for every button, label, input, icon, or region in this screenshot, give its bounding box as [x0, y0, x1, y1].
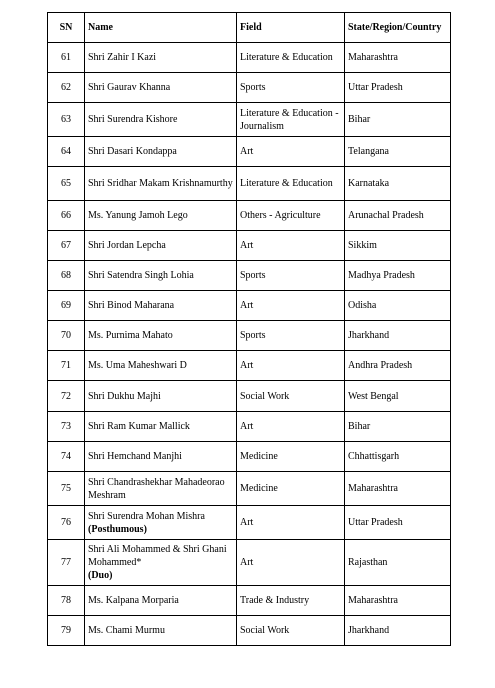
cell-sn: 79	[48, 616, 85, 646]
name-text: Ms. Purnima Mahato	[88, 330, 173, 341]
table-row	[48, 137, 451, 167]
cell-name	[85, 291, 237, 321]
cell-field: Others - Agriculture	[237, 201, 345, 231]
table-row	[48, 472, 451, 506]
name-note: (Duo)	[88, 570, 113, 581]
header-sn: SN	[48, 13, 85, 43]
cell-sn: 75	[48, 472, 85, 506]
name-text: Shri Jordan Lepcha	[88, 240, 166, 251]
table-header-row	[48, 13, 451, 43]
cell-name	[85, 167, 237, 201]
table-row	[48, 442, 451, 472]
cell-field: Medicine	[237, 472, 345, 506]
cell-name	[85, 351, 237, 381]
cell-field: Social Work	[237, 381, 345, 412]
header-name: Name	[85, 13, 237, 43]
cell-name	[85, 616, 237, 646]
cell-field: Trade & Industry	[237, 586, 345, 616]
cell-field: Literature & Education	[237, 167, 345, 201]
cell-sn: 72	[48, 381, 85, 412]
cell-name	[85, 43, 237, 73]
cell-sn: 61	[48, 43, 85, 73]
table-row	[48, 381, 451, 412]
cell-state: Maharashtra	[345, 43, 451, 73]
name-text: Ms. Chami Murmu	[88, 625, 165, 636]
cell-sn: 77	[48, 540, 85, 586]
cell-state: Maharashtra	[345, 586, 451, 616]
cell-field: Art	[237, 137, 345, 167]
cell-state: West Bengal	[345, 381, 451, 412]
cell-name	[85, 412, 237, 442]
table-row	[48, 506, 451, 540]
cell-sn: 67	[48, 231, 85, 261]
cell-name	[85, 261, 237, 291]
name-text: Shri Gaurav Khanna	[88, 82, 171, 93]
cell-field: Medicine	[237, 442, 345, 472]
cell-name	[85, 201, 237, 231]
cell-state: Rajasthan	[345, 540, 451, 586]
cell-name	[85, 381, 237, 412]
header-state: State/Region/Country	[345, 13, 451, 43]
cell-sn: 69	[48, 291, 85, 321]
table-row	[48, 291, 451, 321]
cell-state: Sikkim	[345, 231, 451, 261]
name-text: Ms. Yanung Jamoh Lego	[88, 210, 188, 221]
name-text: Shri Chandrashekhar Mahadeorao Meshram	[88, 476, 225, 501]
cell-sn: 70	[48, 321, 85, 351]
cell-field: Art	[237, 291, 345, 321]
name-text: Shri Surendra Kishore	[88, 114, 178, 125]
name-text: Shri Zahir I Kazi	[88, 52, 157, 63]
cell-sn: 71	[48, 351, 85, 381]
cell-field: Art	[237, 231, 345, 261]
cell-name	[85, 442, 237, 472]
cell-field: Literature & Education	[237, 43, 345, 73]
cell-state: Uttar Pradesh	[345, 506, 451, 540]
cell-field: Sports	[237, 261, 345, 291]
cell-sn: 66	[48, 201, 85, 231]
name-text: Shri Sridhar Makam Krishnamurthy	[88, 178, 233, 189]
cell-name	[85, 472, 237, 506]
header-field: Field	[237, 13, 345, 43]
cell-name	[85, 231, 237, 261]
table-row	[48, 540, 451, 586]
cell-name	[85, 73, 237, 103]
table-row	[48, 231, 451, 261]
table-row	[48, 43, 451, 73]
name-text: Ms. Kalpana Morparia	[88, 595, 179, 606]
cell-sn: 63	[48, 103, 85, 137]
name-text: Shri Surendra Mohan Mishra	[88, 510, 205, 522]
cell-name	[85, 137, 237, 167]
cell-sn: 73	[48, 412, 85, 442]
name-text: Shri Binod Maharana	[88, 300, 175, 311]
table-row	[48, 167, 451, 201]
cell-state: Chhattisgarh	[345, 442, 451, 472]
cell-field: Art	[237, 506, 345, 540]
cell-state: Maharashtra	[345, 472, 451, 506]
cell-state: Arunachal Pradesh	[345, 201, 451, 231]
table-row	[48, 351, 451, 381]
cell-name	[85, 103, 237, 137]
cell-field: Sports	[237, 73, 345, 103]
cell-state: Madhya Pradesh	[345, 261, 451, 291]
cell-state: Uttar Pradesh	[345, 73, 451, 103]
cell-state: Jharkhand	[345, 616, 451, 646]
cell-name	[85, 321, 237, 351]
table-row	[48, 103, 451, 137]
cell-sn: 62	[48, 73, 85, 103]
table-row	[48, 586, 451, 616]
cell-state: Karnataka	[345, 167, 451, 201]
cell-state: Bihar	[345, 103, 451, 137]
name-text: Shri Hemchand Manjhi	[88, 451, 182, 462]
cell-field: Art	[237, 412, 345, 442]
name-text: Shri Dasari Kondappa	[88, 146, 177, 157]
name-text: Shri Dukhu Majhi	[88, 390, 161, 402]
cell-field: Literature & Education - Journalism	[237, 103, 345, 137]
cell-name	[85, 506, 237, 540]
table-row	[48, 261, 451, 291]
cell-sn: 76	[48, 506, 85, 540]
table-row	[48, 201, 451, 231]
cell-name	[85, 586, 237, 616]
cell-field: Art	[237, 540, 345, 586]
cell-sn: 64	[48, 137, 85, 167]
cell-state: Bihar	[345, 412, 451, 442]
cell-state: Jharkhand	[345, 321, 451, 351]
cell-sn: 78	[48, 586, 85, 616]
table-row	[48, 73, 451, 103]
cell-sn: 74	[48, 442, 85, 472]
awardees-table	[47, 12, 451, 646]
cell-sn: 68	[48, 261, 85, 291]
table-row	[48, 412, 451, 442]
cell-state: Andhra Pradesh	[345, 351, 451, 381]
name-text: Shri Satendra Singh Lohia	[88, 270, 194, 281]
name-text: Shri Ali Mohammed & Shri Ghani Mohammed*	[88, 544, 227, 568]
cell-name	[85, 540, 237, 586]
cell-state: Telangana	[345, 137, 451, 167]
table-row	[48, 321, 451, 351]
cell-field: Art	[237, 351, 345, 381]
cell-field: Social Work	[237, 616, 345, 646]
name-text: Ms. Uma Maheshwari D	[88, 360, 187, 371]
cell-state: Odisha	[345, 291, 451, 321]
cell-sn: 65	[48, 167, 85, 201]
table-row	[48, 616, 451, 646]
cell-field: Sports	[237, 321, 345, 351]
name-text: Shri Ram Kumar Mallick	[88, 421, 190, 432]
name-note: (Posthumous)	[88, 523, 147, 535]
